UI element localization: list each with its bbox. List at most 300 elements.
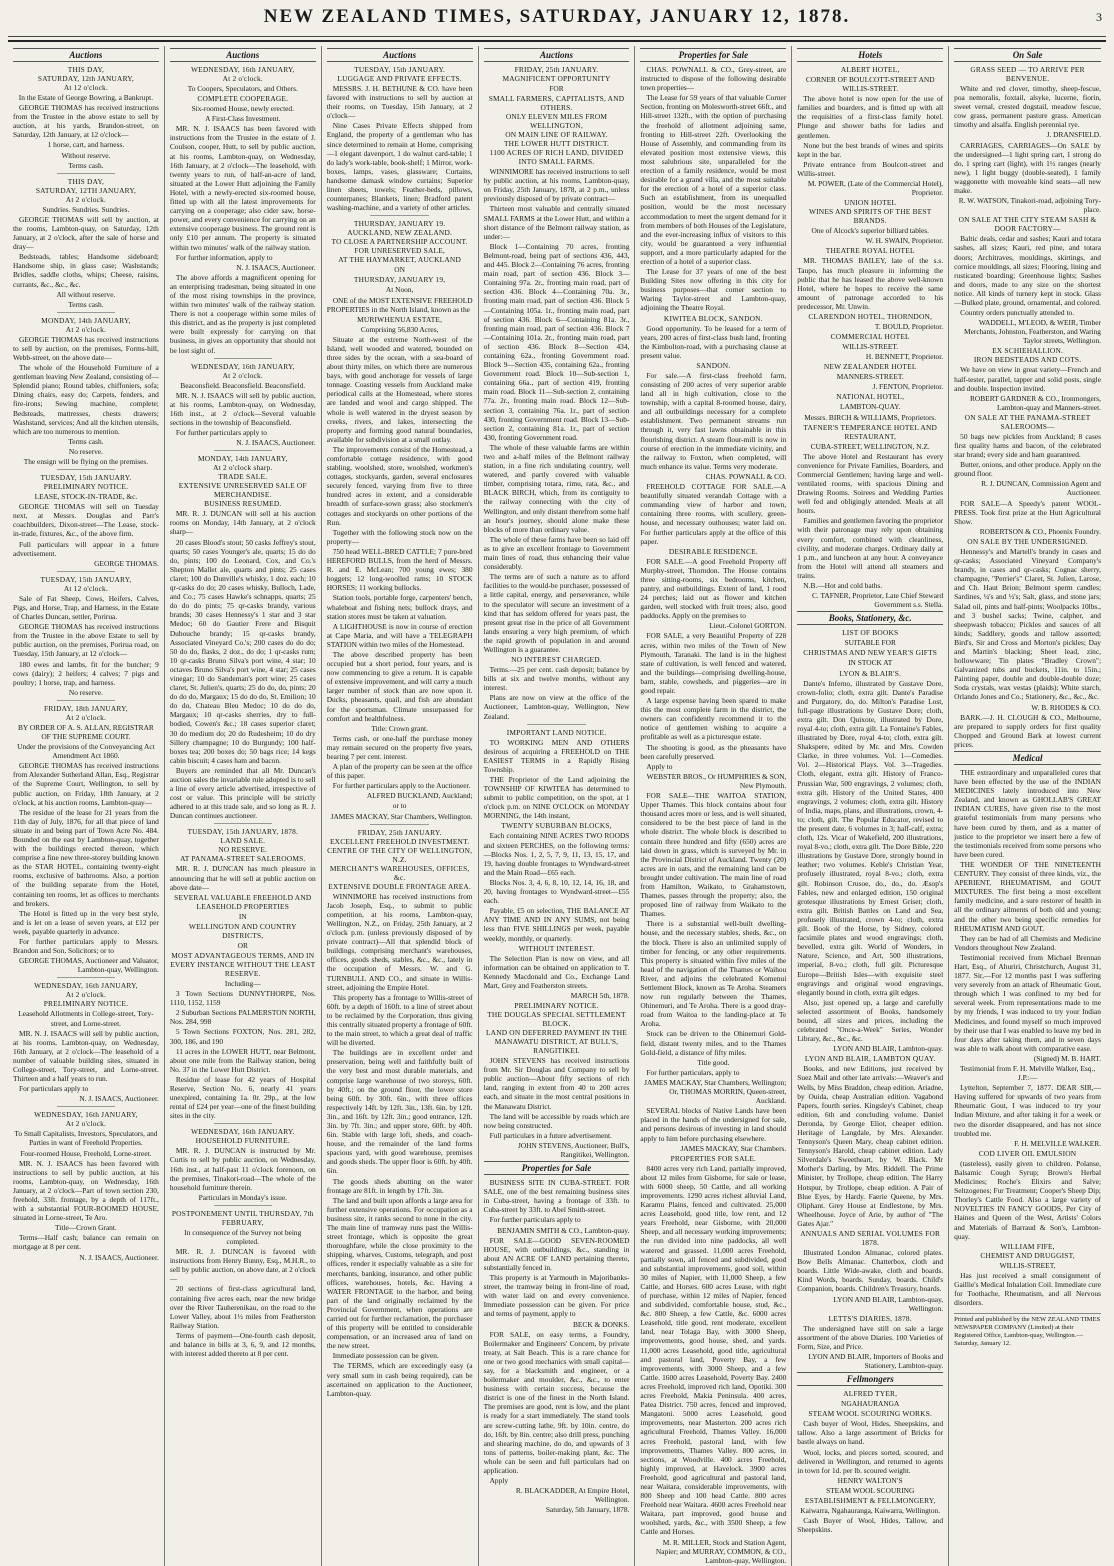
ad-paragraph: Full particulars in a future advertisement. bbox=[489, 1130, 612, 1140]
ad-line-centered: Particulars in Monday's issue. bbox=[198, 1192, 287, 1202]
ad-heading: At 12 o'clock. bbox=[63, 583, 108, 593]
ad-paragraph: Butter, onions, and other produce. Apply on the ground floor. bbox=[954, 460, 1101, 479]
ad-heading: SANDON. bbox=[696, 360, 731, 370]
ad-paragraph: The above described property has been occupied but a short period, four years, and is now commencing to give a return. It is capable of extensive improvement, and will carry a much larger number of stock than are now upon it. Ducks, pheasants, quail, and fish are abundant for the sportsman. Climate unsurpassed for comfort and healthfulness. bbox=[326, 649, 473, 723]
column-2 bbox=[165, 46, 322, 1566]
ad-heading: PRELIMINARY NOTICE. bbox=[43, 482, 129, 492]
ad-signature: N. J. ISAACS, Auctioneer. bbox=[236, 438, 316, 448]
ad-heading: UNION HOTEL bbox=[844, 198, 897, 208]
ad-line-centered: A First-Class Investment. bbox=[205, 114, 281, 124]
ad-paragraph: For further particulars apply to the Auctioneer. bbox=[332, 781, 471, 791]
ad-paragraph: Good opportunity. To be leased for a term of years, 200 acres of first-class bush land, fronting the Kimbolton-road, with a purchasing clause at present value. bbox=[640, 323, 787, 360]
ad-paragraph: The whole of the Household Furniture of a gentleman leaving New Zealand, consisting of—Splendid piano; Round tables, chiffoniers, sofa; Dining chairs, easy do; Carpets, fenders, and fire-irons; Sewing machine, complete; Bedsteads, mattresses, chests drawers; Washstand, services; And all the kitchen utensils, which are too numerous to mention. bbox=[13, 363, 159, 436]
ad-separator bbox=[57, 312, 115, 313]
ad-heading: BUSINESS RESUMED. bbox=[204, 499, 282, 509]
ad-paragraph: Dante's Inferno, illustrated by Gustave Dore, crown-folio; cloth, extra gilt. Dante's Paradise and Purgatory, do, do. Milton's Paradise Lost, full-page illustrations by Gustave Dore; cloth, extra gilt. Don Quixote, illustrated by Dore, royal 4-to; cloth, extra gilt. La Fontaine's Fables, illustrated by Dore, royal 4-to; cloth, extra gilt. Shakspere, edited by Mr. and Mrs. Cowden Clarke, in three volumes. Vol. 1—Comedies. Vol. 2—Historical Plays. Vol. 3—Tragedies. Cloth, elegant, extra gilt. History of Franco-Prussian War, 500 engravings, 2 volumes; cloth, extra gilt. History of the United States, 400 engravings, 2 volumes; cloth, extra gilt. History of India, maps, plans, and illustrations, crown, 4-to; cloth, gilt. The Popular Educator, revised to the present date, 6 volumes in 3; half-calf, extra; cloth, 12s. Vicar of Wakefield, 200 illustrations, royal 8-vo.; cloth, extra gilt. The Dore Bible, 220 illustrations by Gustave Dore, strongly bound in leather; two volumes. Keble's Christian Year, profusely illustrated, royal 8-vo.; cloth, extra gilt. Robinson Crusoe, do., do., do. Æsop's Fables, new and enlarged edition, 150 original grotesque illustrations by Ernest Griset; cloth, extra gilt. British Battles on Land and Sea, profusely illustrated, crown 4-to; cloth, extra gilt. Book of the Horse, by Sidney, colored facsimile plates and wood engravings; cloth, bevelled, extra gilt. World of Wonders, in Nature, Science, and Art, 500 illustrations, imperial, 8-vo.; cloth, full gilt. Picturesque Europe—British Isles—with exquisite steel engravings and original wood engravings, elegantly bound in cloth, extra gilt edges. bbox=[797, 678, 944, 997]
ad-paragraph: The above hotel is now open for the use of families and boarders, and is fitted up with all the requisities of a first-class family hotel. Plunge and shower baths for ladies and gentlemen. bbox=[797, 94, 944, 140]
ad-separator bbox=[370, 215, 428, 216]
ad-signature: T. BOULD, Proprietor. bbox=[874, 321, 944, 331]
ad-signature: N. J. ISAACS, Auctioneer. bbox=[79, 1094, 159, 1104]
ad-heading: COD LIVER OIL EMULSION bbox=[978, 1148, 1077, 1158]
ad-heading: ON MAIN LINE OF RAILWAY. bbox=[505, 130, 608, 140]
ad-paragraph: White and red clover, timothy, sheep-fescue, poa nemoralis, foxtail, alsyke, lucerne, fiorin, sweet vernal, crested dogstail, meadow fescue, cow grass, permanent pasture grass. American timothy and alsalfa. English perennial rye. bbox=[954, 84, 1101, 130]
ad-line-centered: Including— bbox=[224, 978, 261, 988]
section-heading: Fellmongers bbox=[797, 1372, 943, 1386]
ad-signature: JAMES MACKAY, Star Chambers, Wellington. bbox=[330, 811, 473, 821]
ad-paragraph: FOR SALE, a very Beautiful Property of 228 acres, within two miles of the Town of New Plymouth, Taranaki. The land is in the highest state of cultivation, is well fenced and watered, and the buildings—comprising dwelling-house, barn, stable, cowsheds, and piggeries—are in good repair. bbox=[640, 631, 787, 695]
ad-paragraph: MR. N. J. ISAACS will sell by public auction, at his rooms, Lambton-quay, on Wednesday, 16th inst., at 2 o'clock—Several valuable sections in the township of Beaconsfield. bbox=[169, 390, 316, 427]
ad-signature: N. J. ISAACS, Auctioneer. bbox=[79, 1252, 159, 1262]
ad-line-centered: Terms cash. bbox=[68, 436, 104, 446]
ad-separator bbox=[527, 724, 585, 725]
ad-line-centered: MANNERS-STREET. bbox=[836, 372, 904, 382]
ad-paragraph: The above affords a magnificent opening for an enterprising tradesman, being situated in one of the most rising townships in the province, within two minutes' walk of the railway station. There is not a cooperage within some miles of this district, and as the property is just completed were built expressly for carrying on that business, in gives an opportunity that should not be lost sight of. bbox=[169, 272, 316, 355]
ad-heading: HENRY WALTON'S bbox=[837, 1475, 903, 1485]
ad-heading: TUESDAY, 15th JANUARY, 1878. bbox=[187, 827, 299, 837]
ad-signature: LYON AND BLAIR, Lambton-quay. bbox=[833, 1044, 944, 1054]
ad-line-centered: 1 horse, cart, and harness. bbox=[47, 140, 125, 150]
ad-paragraph: 20 cases Blood's stout; 50 casks Jeffrey's stout, quarts; 50 cases Younger's ale, quarts; 15 do do do, pints; 100 do Leonard, Cox, and Co.'s Shepton Mallet ale, quarts and pints; 25 cases claret; 100 do Dunville's whisky, 1 doz. each; 10 qr-casks do do; 20 cases whisky, Bulloch, Lade, and Co.; 75 cases Hawke's schnapps, quarts; 25 do do do pints; 75 qr-casks brandy, various brands; 30 cases Hennessy's 1 star and 3 star Medoc; 60 do Gautier Frere and Bisquit Dubouche brandy; 15 qr-casks brandy, Associated Vineyard Co.'s; 200 cases do do do; 50 do do, flasks, 2 doz., do do; 1 qr-casks rum; 10 qr-casks Bruno Silva's port wine, 4 star; 10 octaves Bruno Silva's port wine, 4 star; 25 cases vinegar; 10 do Sandeman's port wine; 25 cases claret, St. Julien's, quarts; 25 do do, do, pints; 20 do do do, Margaux; 15 do do do, St. Emilion; 10 do do, Chateau Bleu Medoc; 10 do do do, Margaux; 10 qr-casks sherries, dry to full-bodied, Cowen's &c.; 18 cases superior claret; 30 do medium do; 20 do Rudesheim; 10 do dry Sillery champagne; 10 do Burgundy; 100 half-boxes tea; 200 boxes do; 50 bags rice; 14 kegs cabin biscuit; 4 cases ham and bacon. bbox=[169, 537, 316, 765]
ad-heading: ALBERT HOTEL, bbox=[840, 65, 900, 74]
ad-line-centered: NGAHAURANGA bbox=[841, 1399, 900, 1409]
ad-heading: At 12 o'clock. bbox=[63, 83, 108, 92]
ad-signature: R. BLACKADDER, At Empire Hotel, Wellington. bbox=[515, 1486, 630, 1505]
ad-separator bbox=[214, 823, 272, 824]
ad-paragraph: 180 ewes and lambs, fit for the butcher; 9 cows (dairy); 2 heifers; 4 calves; 7 pigs and poultry; 1 horse, trap, and harness. bbox=[13, 659, 159, 687]
ad-paragraph: This property is at Yarmouth in Majoribanks-street, the tramway being in front-line of road, with water laid on and every convenience. Immediate possession can be given. For price and terms of payment, apply to bbox=[483, 1273, 630, 1319]
ad-paragraph: For further particulars apply to bbox=[489, 1215, 581, 1225]
ad-paragraph: Full particulars will appear in a future advertisement. bbox=[13, 539, 159, 558]
ad-line-centered: Under the provisions of the Conveyancing Act Amendment Act 1860. bbox=[17, 742, 155, 761]
imprint: Printed and published by the NEW ZEALAND TIMES NEWSPAPER COMPANY (Limited) at their Registered Office, Lambton-quay, Wellington.—Saturday, January 12. bbox=[954, 1313, 1101, 1348]
section-heading: Hotels bbox=[797, 48, 943, 62]
ad-signature: C. TAFNER, Proprietor, Late Chief Steward Government s.s. Stella. bbox=[811, 591, 944, 610]
ad-paragraph: Payable, £5 on selection, THE BALANCE AT ANY TIME AND IN ANY SUMS, not being less than FIVE SHILLINGS per week, payable weekly, monthly, or quarterly. bbox=[483, 906, 630, 943]
ad-heading: IRON BEDSTEADS AND COTS. bbox=[973, 355, 1082, 365]
ad-line-centered: In consequence of the Survey not being completed. bbox=[184, 1227, 302, 1246]
ad-line-centered: All without reserve. bbox=[56, 289, 116, 299]
ad-signature: R. J. DUNCAN, Commission Agent and Auctioneer. bbox=[981, 479, 1101, 498]
ad-heading: TUESDAY, 15th JANUARY. bbox=[354, 65, 446, 74]
masthead bbox=[8, 0, 1106, 42]
ad-paragraph: Families and gentlemen favoring the proprietor with their patronage may rely upon obtaining every comfort, combined with cleanliness, civility, and moderate charges. Ordinary daily at 1 p.m., and luncheon at any hour. A conveyance from the Hotel will attend all steamers and trains. bbox=[797, 516, 944, 580]
ad-paragraph: Thirteen most valuable and centrally situated SMALL FARMS at the Lower Hutt, and within a short distance of the Belmont railway station, as under:— bbox=[483, 204, 630, 241]
ad-paragraph: Apply bbox=[489, 1476, 509, 1486]
ad-line-centered: IN bbox=[238, 911, 247, 921]
ad-paragraph: GEORGE THOMAS has received instructions from Alexander Sutherland Allan, Esq., Registrar of the Supreme Court, Wellington, to sell by public auction, on Friday, 18th January, at 2 o'clock, at his auction rooms, Lambton-quay— bbox=[13, 761, 159, 807]
ad-heading: SMALL FARMERS, CAPITALISTS, AND OTHERS. bbox=[488, 94, 625, 113]
ad-paragraph: MR. R. J. DUNCAN will sell at his auction rooms on Monday, 14th January, at 2 o'clock sharp— bbox=[169, 509, 316, 537]
ad-signature: M. R. MILLER, Stock and Station Agent, Napier; and MURRAY, COMMON, & CO., Lambton-quay, Wellington. bbox=[655, 1537, 787, 1565]
ad-heading: WILLIAM FIFE, bbox=[1000, 1241, 1055, 1251]
ad-paragraph: Station tools, portable forge, carpenters' bench, whaleboat and fishing nets; bullock drays, and station stores must be taken at valuation. bbox=[326, 593, 473, 621]
ad-paragraph: The above Hotel and Restaurant has every convenience for Private Families, Boarders, and Commercial Gentlemen; having large and well-ventilated rooms, with spacious Dining and Drawing Rooms. Soirees and Wedding Parties well fed and obligingly attended. Meals at all hours. bbox=[797, 451, 944, 516]
ad-paragraph: Has just received a small consignment of Gaillie's Medical Inhalation Coil. Immediate cure for Toothache, Rheumatism, and all Nervous disorders. bbox=[954, 1270, 1101, 1308]
ad-heading: PROPERTIES FOR SALE. bbox=[670, 1153, 757, 1163]
ad-paragraph: Testimonial received from Michael Brennan Hart, Esq., of Ahuriri, Christchurch, August 31, 1877. Sir,—For 12 months past I was suffering very severely from an attack of Rheumatic Gout, through which I was confined to my bed for several week. From representations made to me by my friends, I was induced to try your Indian Medicines, and found myself so much improved by their use that I was enabled to leave my bed in four days after taking them, and in seven days was able to walk about with comparative ease. bbox=[954, 952, 1101, 1053]
ad-paragraph: FOR SALE—THE WAITOA STATION, Upper Thames. This block contains about four thousand acres more or less, and is well situated, considered to be the best piece of land in the whole district. The whole block is described to contain three hundred and fifty (650) acres are laid down in grass, which is surveyed by Mr. in the Provincial District of Auckland. Twenty (20) acres are in oats, and the remaining land can be brought under cultivation. The main line of road from Hamilton, Waikato, to Grahamstown, Thames, passes through the property; also, the proposed line of railway from Waikato to the Thames. bbox=[640, 791, 787, 919]
ad-paragraph: They can be had of all Chemists and Medicine Vendors throughout New Zealand. bbox=[954, 933, 1101, 952]
ad-paragraph: BARK.—J. H. CLOUGH & CO., Melbourne, are prepared to supply orders for first quality Chopped and Ground Bark at lowest current prices. bbox=[954, 712, 1101, 749]
ad-heading: EXTENSIVE UNRESERVED SALE OF MERCHANDISE. bbox=[178, 481, 307, 500]
ad-paragraph: Situate at the extreme North-west of the Island, well wooded and watered, bounded on three sides by the ocean, with a sea-board of about thirty miles, on which there are numerous bays, with good anchorage for vessels of large tonnage. Coasting vessels from Auckland make periodical calls at the Homestead, where stores are landed and wool and cargo shipped. The whole is well watered in the dryest season by creeks, rivers, and lakes, intersecting the property and forming good natural boundaries, available for subdivision at a small outlay. bbox=[326, 334, 473, 444]
section-heading: Auctions bbox=[327, 48, 473, 62]
column-1 bbox=[8, 46, 165, 1566]
ad-paragraph: SEVERAL blocks of Native Lands have been placed in the hands of the undersigned for sale, and persons desirous of investing in land should apply to him before purchasing elsewhere. bbox=[640, 1106, 787, 1143]
ad-separator bbox=[214, 1123, 272, 1124]
section-heading: Books, Stationery, &c. bbox=[797, 611, 943, 625]
column-7 bbox=[949, 46, 1106, 1566]
ad-line-centered: To Coopers, Speculators, and Others. bbox=[187, 84, 298, 93]
ad-line-centered: Terms cash. bbox=[68, 160, 104, 170]
ad-line-centered: Kaiwarra, Ngahauranga, Kaiwarra, Wellington. bbox=[800, 1505, 941, 1515]
ad-line-centered: Without reserve. bbox=[61, 150, 111, 160]
ad-paragraph: The land will be accessible by roads which are now being constructed. bbox=[483, 1111, 630, 1130]
ad-signature: J. FENTON, Proprietor. bbox=[872, 382, 944, 392]
ad-line-centered: BY ORDER OF A. S. ALLAN, REGISTRAR OF THE SUPREME COURT. bbox=[17, 722, 154, 741]
ad-heading: THEATRE ROYAL HOTEL bbox=[825, 246, 915, 256]
ad-separator bbox=[57, 977, 115, 978]
ad-heading: PRELIMINARY NOTICE. bbox=[514, 1001, 599, 1011]
ad-paragraph: There is a substantial well-built dwelling-house, and the necessary stables, sheds, &c., on the block. There is also an unlimited supply of timber for fencing, or any other requirements. This property is situated within five miles of the head of the navigation of the Thames or Waihou River, and adjoins the celebrated Komenui Settlement Block, known as Te Aroha. Steamers now run regularly between the Thames, Ohinemuri, and Te Aroha. There is a good dray-road from Waitoa to the landing-place at Te Aroha. bbox=[640, 919, 787, 1029]
ad-heading: TO CLOSE A PARTNERSHIP ACCOUNT. bbox=[331, 237, 468, 247]
ad-line-centered: Title good. bbox=[697, 1057, 730, 1067]
ad-paragraph: 750 head WELL-BRED CATTLE; 7 pure-bred HEREFORD BULLS, from the herd of Messrs. R. and E. McLean; 700 young ewes; 380 hoggets; 12 long-woolled rams; 10 STOCK HORSES; 11 working bullocks. bbox=[326, 546, 473, 593]
ad-heading: KIWITEA BLOCK, SANDON. bbox=[663, 313, 763, 323]
ad-paragraph: The shooting is good, as the pheasants have been carefully preserved. bbox=[640, 742, 787, 761]
ad-paragraph: A large expense having been spared to make this the most complete farm in the district, the owners can confidently recommend it to the notice of gentlemen wishing to acquire a profitable as well as a picturesque estate. bbox=[640, 696, 787, 742]
ad-separator bbox=[57, 1106, 115, 1107]
ad-paragraph: 20 sections of first-class agricultural land, containing five acres each, near the new bridge over the River Tauherenikau, on the road to the Lower Valley, about 1½ miles from Featherston Railway Station. bbox=[169, 1284, 316, 1330]
ad-paragraph: THE Proprietor of the Land adjoining the TOWNSHIP OF KIWITEA has determined to submit to public competition, on the spot, at 1 o'clock p.m. on NINE O'CLOCK on MONDAY MORNING, the 14th instant, bbox=[483, 775, 630, 821]
ad-signature: W. H. SWAIN, Proprietor. bbox=[865, 236, 944, 246]
ad-signature: LYON AND BLAIR, Importers of Books and Stationery, Lambton-quay. bbox=[808, 1351, 944, 1371]
ad-heading: TUESDAY, 15th JANUARY, bbox=[40, 574, 132, 584]
section-heading: On Sale bbox=[954, 48, 1101, 62]
ad-paragraph: The residue of the lease for 21 years from the 11th day of July, 1876, for all that piece of land situate in and being part of Town Acre No. 484. Bounded on the east by Lambton-quay, together with the buildings erected thereon, which comprise a fine new three-storey building known as the STAR HOTEL, containing twenty-eight rooms, exclusive of bathrooms. Also, a portion of the building separate from the Hotel, containing ten rooms, let as offices to merchants and brokers. bbox=[13, 807, 159, 908]
ad-signature: F. H. MELVILLE WALKER. bbox=[1014, 1138, 1101, 1148]
ad-heading: At 2 o'clock. bbox=[65, 324, 107, 334]
ad-line-centered: The ensign will be flying on the premises. bbox=[23, 457, 149, 466]
ad-paragraph: We have on view in great variety—French and half-tester, parallel, tapper and solid posts, single and double. Inspection invited. bbox=[954, 365, 1101, 393]
ad-signature: M. POWER, (Late of the Commercial Hotel), Proprietor. bbox=[807, 179, 944, 198]
ad-paragraph: 50 bags new pickles from Auckland; 8 cases first quality hams and bacon, of the celebrated star brand; every side and ham guaranteed. bbox=[954, 431, 1101, 460]
ad-heading: WEDNESDAY, 16th JANUARY, bbox=[190, 361, 295, 371]
ad-heading: NO INTEREST CHARGED. bbox=[511, 655, 602, 665]
ad-heading: LAND SALE. bbox=[220, 836, 266, 846]
ad-signature: CHAS. POWNALL & CO. bbox=[705, 471, 787, 481]
ad-paragraph: For particulars apply to bbox=[19, 1084, 89, 1094]
ad-line-centered: Six-roomed House, newly erected. bbox=[191, 104, 294, 114]
ad-heading: HOUSEHOLD FURNITURE. bbox=[195, 1136, 290, 1146]
ad-separator bbox=[57, 700, 115, 701]
ad-paragraph: 11 acres in the LOWER HUTT, near Belmont, about one mile from the Railway station, being No. 37 in the Lower Hutt District. bbox=[169, 1046, 316, 1074]
ad-heading: CHEMIST AND DRUGGIST, bbox=[980, 1250, 1075, 1260]
ad-heading: CLARENDON HOTEL, THORNDON, bbox=[808, 311, 933, 321]
ad-paragraph: Apply to bbox=[646, 761, 673, 771]
ad-heading: THIS DAY, bbox=[67, 176, 105, 186]
ad-paragraph: TO WORKING MEN AND OTHERS desirous of acquiring a FREEHOLD on THE EASIEST TERMS in a Rapidly Rising Township. bbox=[483, 737, 630, 774]
ad-paragraph: FOR SALE—A Speedy's patent WOOL-PRESS. Took first prize at the Hutt Agricultural Show. bbox=[954, 498, 1101, 526]
ad-paragraph: Bedsteads, tables; Handsome sideboard; Handsome ship, in glass case; Washstands; Bridles, saddle cloths, whips; Cheese, raisins, currants, &c., &c., &c. bbox=[13, 252, 159, 289]
ad-heading: THE LOWER HUTT DISTRICT. bbox=[503, 139, 610, 149]
ad-paragraph: Cash Buyer of Wool, Hides, Tallow, and Sheepskins. bbox=[797, 1516, 944, 1535]
ad-heading: ON SALE BY THE UNDERSIGNED. bbox=[967, 536, 1088, 546]
ad-paragraph: The Lease for 37 years of one of the best Building Sites now offering in this city for business purposes—that corner section to Waring Taylor-street and Lambton-quay, adjoining the Theatre Royal. bbox=[640, 267, 787, 313]
ad-paragraph: Terms of payment—One-fourth cash deposit, and balance in bills at 3, 6, 9, and 12 months, with interest added thereto at 8 per cent. bbox=[169, 1330, 316, 1359]
ad-paragraph: 5 Town Sections FOXTON, Nos. 281, 282, 300, 186, and 190 bbox=[169, 1027, 316, 1046]
ad-paragraph: Wool, locks, and pieces sorted, scoured, and delivered in Wellington, and returned to agents in town for 1d. per lb. scoured weight. bbox=[797, 1447, 944, 1475]
ad-heading: WEDNESDAY, 16th JANUARY, bbox=[34, 981, 138, 991]
ad-heading: SATURDAY, 12TH JANUARY, bbox=[35, 185, 136, 195]
ad-paragraph: MR. N. J. ISAACS will sell by public auction, at his rooms, Lambton-quay, on Wednesday, 16th January, at 2 o'clock—The leasehold of a number of valuable building sites, situated in College-street, Tory-street, and Lorne-street. Thirteen and a half years to run. bbox=[13, 1028, 159, 1084]
ad-paragraph: The Selection Plan is now on view, and all information can be obtained on application to T. Kennedy Macdonald and Co., Exchange Land Mart, Grey and Featherston streets. bbox=[483, 953, 630, 990]
ad-paragraph: The Hotel is fitted up in the very best style, and is let on a lease of seven years, at £12 per week, payable quarterly in advance. bbox=[13, 908, 159, 936]
ad-paragraph: GEORGE THOMAS has received instructions from the Trustee in the above Estate to sell by public auction, on the premises, Porirua road, on Tuesday, 15th January, at 12 o'clock— bbox=[13, 622, 159, 659]
ad-heading: AT PANAMA-STREET SALEROOMS. bbox=[180, 854, 306, 864]
ad-signature: ROBERT GARDNER & CO., Ironmongers, Lambton-quay and Manners-street. bbox=[969, 393, 1101, 412]
ad-paragraph: FREEHOLD COTTAGE FOR SALE.—A beautifully situated verandah Cottage with a commanding view of harbor and town, containing three rooms, with scullery, green-house, and necessary outhouses; water laid on. For further particulars apply at the office of this paper. bbox=[640, 482, 787, 546]
section-heading: Properties for Sale bbox=[484, 1161, 630, 1175]
ad-paragraph: Lyttelton, September 7, 1877. DEAR SIR,—Having suffered for upwards of two years from Rheumatic Gout, I was induced to try your Indian Mixture, and after taking it for a week or two the disorder disappeared, and has not since troubled me. bbox=[954, 1083, 1101, 1138]
ad-heading: WEDNESDAY, 16th JANUARY, bbox=[34, 1110, 138, 1120]
ad-line-centered: LAMBTON-QUAY. bbox=[839, 402, 901, 412]
ad-paragraph: This property has a frontage to Willis-street of 60ft. by a depth of 160ft. to a line of street about to be reclaimed by the Corporation, thus giving this centrally situated property a frontage of 60ft. to the main street, to which a great deal of traffic will be diverted. bbox=[326, 992, 473, 1048]
ad-heading: LETTS'S DIARIES, 1878. bbox=[828, 1313, 912, 1323]
ad-signature: Lieut.-Colonel GORTON. bbox=[709, 621, 787, 631]
ad-signature: GEORGE THOMAS, Auctioneer and Valuator, Lambton-quay, Wellington. bbox=[19, 956, 159, 975]
ad-heading: COMMERCIAL HOTEL bbox=[830, 332, 910, 342]
ad-paragraph: Block 1—Containing 70 acres, fronting Belmont-road, being part of sections 436, 443, and 445. Block 2—Containing 76 acres, fronting main road, part of section 436. Block 3—Containing 97a. 2r., fronting main road, part of section 436. Block 4—Containing 70a. 3r., fronting main road, part of section 436. Block 5—Containing 105a. 1r., fronting main road, part of section 436. Block 6—Containing 81a. 3r., fronting main road, part of section 436. Block 7—Containing 101a. 2r., fronting main road, part of section 436. Block 8—Section 434, containing 62a., fronting Government road. Block 9—Section 435, containing 62a., fronting Government road. Block 10—Sub-section 1, containing 66a., part of section 419, fronting main road. Block 11—Sub-section 2, containing 77a. 2r., fronting main road. Block 12—Sub-section 3, containing 76a. 1r., part of section 430, fronting Government road. Block 13—Sub-section 2, containing 81a. 1r., part of section 430, fronting Government road. bbox=[483, 241, 630, 442]
ad-paragraph: Also, just opened up, a large and carefully selected assortment of Books, handsomely bound, all sizes and prices, including the celebrated "Once-a-Week" Series, Wonder Library, &c., &c., &c. bbox=[797, 997, 944, 1044]
ad-heading: MURIWHENUA ESTATE, bbox=[357, 314, 443, 324]
ad-signature: J. DRANSFIELD. bbox=[1046, 130, 1101, 140]
ad-heading: ONLY ELEVEN MILES FROM WELLINGTON, bbox=[505, 112, 608, 131]
ad-heading: TRADE SALE. bbox=[218, 472, 268, 482]
ad-signature: JOHN STEVENS, Auctioneer, Bull's, Rangitikei, Wellington. bbox=[517, 1140, 630, 1159]
ad-paragraph: (tasteless), easily given to children. Polanse, Balsamic Cough Syrup; Brown's Herbal Medicines; Roche's Elixirs and Salve; Seltzogenes; Fur Treatment; Cooper's Sheep Dip; Thorley's Cattle Food. Also a large variety of NOVELTIES IN FANCY GOODS, Per City of Haines and Queen of the West, Artists' Colors and Materials of Barraud & Son's, Lambton-quay. bbox=[954, 1158, 1101, 1241]
ad-paragraph: Terms—Half cash; balance can remain on mortgage at 8 per cent. bbox=[13, 1233, 159, 1252]
ad-paragraph: Blocks Nos. 3, 4, 6, 8, 10, 12, 14, 16, 18, and 20, having frontages to Wyndward-street—£55 each. bbox=[483, 877, 630, 906]
ad-paragraph: 2 Suburban Sections PALMERSTON NORTH, Nos. 284, 998 bbox=[169, 1008, 316, 1027]
section-heading: Properties for Sale bbox=[640, 48, 786, 62]
ad-paragraph: The TERMS, which are exceedingly easy (a very small sum in cash being required), can be ascertained on application to the Auctioneer, Lambton-quay. bbox=[326, 1361, 473, 1398]
ad-heading: SEVERAL VALUABLE FREEHOLD AND LEASEHOLD PROPERTIES bbox=[174, 892, 312, 911]
ad-paragraph: A LIGHTHOUSE is now in course of erection at Cape Maria, and will have a TELEGRAPH STATION within two miles of the Homestead. bbox=[326, 621, 473, 649]
ad-heading: THE DOUGLAS SPECIAL SETTLEMENT BLOCK. bbox=[487, 1010, 626, 1029]
column-6 bbox=[792, 46, 949, 1566]
ad-paragraph: ONE of the MOST EXTENSIVE FREEHOLD PROPERTIES in the North Island, known as the bbox=[326, 295, 473, 314]
ad-paragraph: GEORGE THOMAS has received instructions to sell by auction, on the premises, Forms-hill, Webb-street, on the above date— bbox=[13, 334, 159, 362]
ad-paragraph: Terms.—25 per cent. cash deposit; balance by bills at six and twelve months, without any interest. bbox=[483, 665, 630, 693]
ad-line-centered: Testimonial from F. H. Melville Walker, Esq., J.P.:— bbox=[959, 1064, 1096, 1083]
ad-line-centered: FOR bbox=[549, 84, 564, 93]
ad-paragraph: MR. THOMAS BAILEY, late of the s.s. Taupo, has much pleasure in informing the public that he has leased the above well-known Hotel, where he hopes to receive the same amount of patronage accorded to his predecessor, Mr. Unwin. bbox=[797, 256, 944, 311]
ad-line-centered: Title—Crown Grant. bbox=[55, 1223, 117, 1233]
ad-heading: AUCKLAND, NEW ZEALAND. bbox=[347, 228, 453, 238]
ad-heading: 1100 ACRES OF RICH LAND, DIVIDED INTO SMALL FARMS. bbox=[489, 148, 624, 167]
ad-paragraph: THE WONDER OF THE NINETEENTH CENTURY. They consist of three kinds, viz., the APERIENT, RHEUMATISM, and GOUT MIXTURES. The first being a most excellent family medicine, and a sure restorer of health in all the ordinary ailments of both old and young; and the other two being specific remedies for RHEUMATISM AND GOUT. bbox=[954, 859, 1101, 933]
ad-heading: FRIDAY, 25th JANUARY. bbox=[357, 827, 442, 837]
column-5 bbox=[635, 46, 792, 1566]
ad-line-centered: Sundries. Sundries. Sundries. bbox=[42, 204, 130, 214]
ad-paragraph: For further information, apply to bbox=[175, 252, 273, 262]
ad-signature: LYON AND BLAIR, Lambton-quay, Wellington. bbox=[833, 1294, 944, 1313]
ad-heading: COMPLETE COOPERAGE. bbox=[197, 94, 289, 104]
ad-paragraph: MR. N. J. ISAACS has been favored with instructions to sell by public auction, at his rooms, Lambton-quay, on Wednesday, 16th January, at 2 o'clock—Part of town section 230, freehold, 33ft. frontage, by a depth of 117ft., with a substantial FOUR-ROOMED HOUSE, situated in Lorne-street, Te Aro. bbox=[13, 1158, 159, 1223]
ad-heading: ON SALE AT THE CITY STEAM SASH & DOOR FACTORY— bbox=[958, 215, 1097, 234]
ad-paragraph: None but the best brands of wines and spirits kept in the bar. bbox=[797, 140, 944, 159]
ad-heading: WINES AND SPIRITS OF THE BEST BRANDS. bbox=[808, 207, 932, 226]
ad-paragraph: For sale.—A first-class freehold farm, consisting of 200 acres of very superior arable land all in high cultivation, close to the township, with a capital 8-roomed house, dairy, and all outbuildings necessary for a complete establishment. Two permanent streams run through it, very fast lawns obtainable in this flourishing district. A steam flour-mill is now in course of erection in the immediate vicinity, and the railway to Foxton, when completed, will much enhance its value. Terms very moderate. bbox=[640, 370, 787, 471]
ad-heading: At 2 o'clock. bbox=[222, 74, 263, 83]
ad-heading: PRELIMINARY NOTICE. bbox=[43, 999, 129, 1009]
ad-heading: THURSDAY, JANUARY 19. bbox=[353, 219, 446, 229]
ad-heading: DESIRABLE RESIDENCE. bbox=[668, 546, 758, 556]
ad-paragraph: Residue of lease for 42 years of Hospital Reserve, Section No. 6, nearly 41 years unexpired, containing 1a. 0r. 29p., at the low rental of £24 per year—one of the finest building sites in the city. bbox=[169, 1074, 316, 1121]
ad-paragraph: FOR SALE, on easy terms, a Foundry, Boilermaker and Engineers' Concern, by private treaty, at Salt Beach. This is a rare chance for one or two good mechanics with small capital—say, for a blacksmith and engineer, or a boilermaker and moulder, &c., &c., to enter business with certain success, because the district is one of the finest in the North Island. The premises are good, rent is low, and the plant is ready for a start immediately. The stand tools are screw-cutting lathe, 9ft. by 10in. centre, do do, 16ft. by 8in. centre; also drill press, punching and shearing machine, do do, and upwards of 3 tons of patterns, boiler-making plant, &c. The whole can be seen and full particulars had on application. bbox=[483, 1329, 630, 1475]
ad-line-centered: Comprising 56,830 Acres, bbox=[360, 324, 439, 334]
ad-separator bbox=[370, 824, 428, 825]
ad-heading: MAGNIFICENT OPPORTUNITY bbox=[502, 74, 611, 83]
ad-signature: WADDELL, M'LEOD, & WEIR, Timber Merchants, Johnston, Featherston, and Waring Taylor streets, Wellington. bbox=[964, 318, 1101, 346]
ad-paragraph: Buyers are reminded that all Mr. Duncan's auction sales the invariable rule adopted is to sell a line of every article advertised, irrespective of cost or value. This principle will be strictly adhered to at this trade sale, and so long as R. J. Duncan continues auctioneer. bbox=[169, 765, 316, 821]
ad-paragraph: The terms are of such a nature as to afford facilities to the would-be purchaser, possessed of a little capital, energy, and perseverance, while to the speculator will secure an investment of a kind that has seldom offered for years past, the present great rise in the price of all Government lands ensuring a very high premium, of which the rapid growth of population in and around Wellington is a guarantee. bbox=[483, 572, 630, 654]
section-heading: Auctions bbox=[170, 48, 316, 62]
section-heading: Auctions bbox=[13, 48, 159, 62]
ad-line-centered: CUBA-STREET, WELLINGTON, N.Z. bbox=[810, 441, 930, 451]
ad-paragraph: The undersigned have still on sale a large assortment of the above Diaries. 100 Varieties of Form, Size, and Price. bbox=[797, 1323, 944, 1351]
ad-separator bbox=[214, 1205, 272, 1206]
ad-signature: W. B. RHODES & CO. bbox=[1031, 702, 1101, 712]
ad-heading: CENTRE OF THE CITY OF WELLINGTON, N.Z. bbox=[327, 845, 473, 864]
ad-heading: EX SCHIEHALLION. bbox=[992, 346, 1064, 356]
ad-paragraph: Cash buyer of Wool, Hides, Sheepskins, and tallow. Also a large assortment of Bricks for bastle always on hand. bbox=[797, 1419, 944, 1447]
ad-heading: MONDAY, 14th JANUARY, bbox=[198, 454, 288, 464]
ad-paragraph: Hennessy's and Martell's brandy in cases and qr-casks; Associated Vineyard Company's brandy, in cases and qr-casks; Cognac sherry, champagne, "Perrier's" Claret, St. Julien, Larose, and Ch. Haut Brion; Belmont sperm candles; Sardines, ¼'s and ½'s; Salt, glass, and stone jars; Salad oil, pints and half-pints; Woolpacks 10lbs., and 3 bushel sacks; Twine, calpher, and sheepwash tobacco; Pickles and sauces of all kinds; Saddlery, goods and tallow assorted; Bird's, Sir and Cross and Morton's pickles; Day and Martin's blacking; Sheet lead, zinc, hollowware; Tin plates "Bradley Crown"; Galvanized tubs and buckets, 11in. to 15in.; Painting paper, double and double-double doze; Soda crystals, wax vestas (plaids); White starch, Orlando Jones and Co.; Stationery, &c., &c., &c. bbox=[954, 546, 1101, 702]
ad-heading: EXTENSIVE DOUBLE FRONTAGE AREA. bbox=[328, 881, 471, 891]
ad-heading: NATIONAL HOTEL, bbox=[836, 392, 905, 402]
ad-paragraph: WINNIMORE has received instructions to sell by public auction, at his rooms, Lambton-quay, on Friday, 25th January, 1878, at 2 p.m., unless previously disposed of by private contract— bbox=[483, 167, 630, 204]
ad-line-centered: ON bbox=[394, 265, 405, 275]
ad-separator bbox=[57, 173, 115, 174]
ad-heading: GRASS SEED — TO ARRIVE PER BENVENUE. bbox=[970, 65, 1085, 83]
ad-signature: N. J. ISAACS, Auctioneer. bbox=[236, 262, 316, 272]
ad-line-centered: IN STOCK AT bbox=[848, 658, 893, 668]
ad-heading: LUGGAGE AND PRIVATE EFFECTS. bbox=[337, 74, 462, 83]
ad-paragraph: FOR SALE.—A good Freehold Property off Murphy-street, Thorndon. The House contains three sitting-rooms, six bedrooms, kitchen, pantry, and outbuildings. Extent of land, 1 rood 24 perches; laid out as flower and kitchen garden, well stocked with fruit trees; also, good paddocks. Apply on the premises to bbox=[640, 556, 787, 621]
ad-signature: BENJAMIN SMITH & CO., Lambton-quay. bbox=[497, 1225, 630, 1235]
ad-signature: GEORGE THOMAS. bbox=[94, 558, 159, 568]
ad-line-centered: To Small Capitalists, Investors, Speculators, and Parties in want of Freehold Properties. bbox=[14, 1129, 158, 1148]
ad-paragraph: CARRIAGES, CARRIAGES—On SALE by the undersigned—1 light spring cart, 1 strong do do, 1 spring cart (light), with 1½ ranges (nearly new), 1 light buggy (double-seated), 1 family waggonette with moveable kind seats—all new make. bbox=[954, 140, 1101, 196]
ad-line-centered: Beaconsfield. Beaconsfield. Beaconsfield. bbox=[180, 380, 306, 390]
ad-paragraph: MR. N. J. ISAACS has been favored with instructions from the Trustee in the estate of J. Coulson, cooper, Hutt, to sell by public auction, at his rooms, Lambton-quay, on Wednesday, 16th January, at 2 o'clock—The leasehold, with twenty years to run, of half-an-acre of land, situated at the Lower Hutt adjoining the Family Hotel, with a newly-erected six-roomed house, fitted up with all the latest improvements for carrying on a cooperage; also cider saw, horse-power, and every convenience for carrying on an extensive cooperage business. The ground rent is only £10 per annum. The property is situated within two minutes' walk of the railway station. bbox=[169, 124, 316, 252]
ad-heading: SATURDAY, 12th JANUARY, bbox=[37, 74, 134, 83]
ad-heading: NO RESERVE. bbox=[218, 845, 268, 855]
ad-paragraph: The buildings are in excellent order and preservation, being well and faithfully built of the very best and most durable materials, and comprise large warehouse of two storeys, 60ft. by 40ft.; on the ground floor, the lower store being 60ft. by 30ft. 6in., with three offices respectively 14ft. by 12ft. 3in., 13ft. 6in. by 12ft. 3in., and 16ft. by 12ft. 3in.; good entrance, 12ft. 3in. by 7ft. 3in.; and upper store, 60ft. by 40ft. 6in. Stable with large loft, sheds, and coach-house, and the remainder of the land forms spacious yard, with good warehouse, premises and goods sheds. The upper floor is 60ft. by 40ft. 6in. bbox=[326, 1048, 473, 1176]
ad-heading: NEW ZEALANDER HOTEL bbox=[823, 362, 917, 372]
ad-paragraph: Sale of Fat Sheep, Cows, Heifers, Calves, Pigs, and Horse, Trap, and Harness, in the Estate of Charles Duncan, settler, Porirua. bbox=[13, 593, 159, 622]
ad-signature: ALFRED BUCKLAND, Auckland; bbox=[366, 791, 473, 801]
ad-paragraph: 3 Town Sections DUNNYTHORPE, Nos. 1110, 1152, 1159 bbox=[169, 989, 316, 1008]
columns bbox=[8, 46, 1106, 1565]
ad-paragraph: The improvements consist of the Homestead, a comfortable cottage residence, with good stabling, woolshed, store, woolshed, workmen's cottages, stockyards, garden, several enclosures securely fenced, varying from five to three hundred acres in extent, and a considerable breadth of surface-sown grass; also stockmen's cottages and stockyards on other portions of the Run. bbox=[326, 444, 473, 527]
ad-heading: At 2 o'clock. bbox=[65, 712, 107, 722]
page-number: 3 bbox=[1096, 10, 1102, 24]
ad-paragraph: Terms cash, or one-half the purchase money may remain secured on the property five years, bearing 7 per cent. interest. bbox=[326, 733, 473, 761]
ad-paragraph: 8400 acres very rich Land, partially improved, about 12 miles from Gisborne, for sale or lease, with 6000 sheep, 50 Cattle, and all working improvements. 1290 acres richest alluvial Land, Karamu Plains, fenced and cultivated. 25,000 acres Leasehold, good title, low rent, and 12 years Freehold, near Gisborne, with 20,000 Sheep, and all necessary working improvements; the run divided into nine paddocks, all well watered and grassed. 11,000 acres Freehold, partially sown, all fenced and subdivided, good and substantial improvements, good soil, within 30 miles of Napier, with 11,000 Sheep, a few Cattle, and Horses. 600 acres Lease, with right of purchase, within 12 miles of Napier, fenced and subdivided, comfortable house, stud, &c., &c. 800 Sheep, a few Cattle, &c. 6000 acres Leasehold, title good, rent moderate, excellent land, near Tolaga Bay, with 3000 Sheep, improvements, good house, shed, and yards. 11,000 acres Leasehold, good title, agricultural and pastoral land, Poverty Bay, a few improvements, with 3000 Sheep, and a few Cattle. 1600 acres Leasehold, Poverty Bay. 2400 acres Freehold, improved rich land, Opotiki. 300 acres Freehold, Makia Peninsula. 400 acres, Patea District. 750 acres, fenced and improved, Mangatoni. 5000 acres Leasehold, good improvements, near Masterton. 200 acres rich agricultural Freehold, Thames Valley. 16,000 acres Freehold, pastoral land, with few improvements, Thames Valley. 800 acres, in sections, at Woodville. 400 acres Freehold, highly improved, at Havelock. 3900 acres Freehold, good agricultural and pastoral land, near Waitara, considerable improvements, with 800 Sheep and 100 head Cattle. 800 acres Freehold near Waitara. 4600 acres Freehold near Waitara, part improved, good house and woolshed, yards, &c., with 3500 Sheep, a few Cattle and Horses. bbox=[640, 1163, 787, 1537]
ad-paragraph: FOR SALE—GOOD SEVEN-ROOMED HOUSE, with outbuildings, &c., standing in about AN ACRE OF LAND pertaining thereto, substantially fenced in. bbox=[483, 1235, 630, 1272]
ad-line-centered: Terms cash. bbox=[68, 299, 104, 309]
ad-heading: WEDNESDAY, 16th JANUARY, bbox=[190, 65, 295, 74]
ad-heading: At 2 o'clock. bbox=[222, 370, 263, 380]
ad-signature: H. BENNETT, Proprietor. bbox=[865, 352, 944, 362]
ad-paragraph: Nine Cases Private Effects shipped from England, the property of a gentleman who has since determined to remain at Home, comprising—1 elegant davenport, 1 do walnut card-table; 1 do lady's work-table, book-shelf; 1 Mirror, work-boxes, lamps, vases, glassware; Curtains, handsome damask window curtains; Superior linen sheets, towels; Feather-beds, pillows, counterpanes; Blankets, linen; Bradford patent washing-machine, and a variety of other articles. bbox=[326, 121, 473, 213]
ad-paragraph: JOHN STEVENS has received instructions from Mr. Sir Douglas and Company to sell by public auction—About fifty sections of rich land, ranging in extent from 40 to 200 acres each, and situate in the most central positions in the Manawatu District. bbox=[483, 1056, 630, 1111]
ad-paragraph: Together with the following stock now on the property— bbox=[326, 527, 473, 546]
ad-heading: TAFNER'S TEMPERANCE HOTEL AND RESTAURANT, bbox=[803, 422, 938, 441]
ad-line-centered: Leasehold Allotments in College-street, Tory-street, and Lorne-street. bbox=[18, 1009, 154, 1028]
ad-line-centered: WILLIS-STREET. bbox=[842, 342, 899, 352]
ad-heading: AT THE HAYMARKET, AUCKLAND bbox=[338, 255, 462, 265]
ad-paragraph: N.B.—Hot and cold baths. bbox=[803, 581, 883, 591]
ad-heading: FRIDAY, 25th JANUARY. bbox=[514, 65, 599, 74]
ad-signature: (Signed) M. B. HART. bbox=[1033, 1053, 1101, 1063]
ad-heading: THIS DAY, bbox=[67, 65, 105, 74]
ad-separator bbox=[57, 571, 115, 572]
ad-paragraph: CHAS. POWNALL & CO., Grey-street, are instructed to dispose of the following desirable town properties— bbox=[640, 65, 787, 93]
ad-paragraph: Plans are now on view at the office of the Auctioneer, Lambton-quay, Wellington, New Zealand. bbox=[483, 693, 630, 721]
ad-paragraph: GEORGE THOMAS will sell by auction, at the rooms, Lambton-quay, on Saturday, 12th January, at 2 o'clock, after the sale of horse and dray— bbox=[13, 214, 159, 252]
ad-heading: ESTABLISHMENT & FELLMONGERY, bbox=[804, 1495, 936, 1505]
ad-heading: EXCELLENT FREEHOLD INVESTMENT. bbox=[329, 836, 470, 846]
ad-line-centered: Four-roomed House, Freehold, Lorne-street. bbox=[20, 1148, 152, 1158]
ad-line-centered: WILLIS-STREET, bbox=[999, 1260, 1056, 1270]
ad-paragraph: MR. R. J. DUNCAN is favored with instructions from Henry Bunny, Esq., M.H.R., to sell by public auction, on above date, at 2 o'clock— bbox=[169, 1247, 316, 1284]
ad-separator bbox=[214, 450, 272, 451]
ad-heading: TUESDAY, 15th JANUARY. bbox=[40, 473, 132, 483]
ad-line-centered: No reserve. bbox=[68, 687, 103, 697]
ad-signature: WEBSTER BROS., Or HUMPHRIES & SON, New Plymouth. bbox=[646, 771, 787, 790]
ad-heading: LIST OF BOOKS bbox=[842, 628, 899, 638]
newspaper-title: NEW ZEALAND TIMES, SATURDAY, JANUARY 12, 1878. bbox=[263, 6, 851, 27]
ad-heading: CHRISTMAS AND NEW YEAR'S GIFTS bbox=[803, 648, 938, 658]
ad-line-centered: No reserve. bbox=[68, 446, 103, 456]
ad-paragraph: BUSINESS SITE IN CUBA-STREET. FOR SALE, one of the best remaining business sites in Cuba-street, having a frontage of 33ft. to Cuba-street by 33ft. to Abel Smith-street. bbox=[483, 1178, 630, 1215]
ad-signature: ROBERTSON & CO., Phoenix Foundry. bbox=[979, 526, 1101, 536]
ad-paragraph: For further particulars, apply to bbox=[646, 1067, 740, 1077]
ad-line-centered: Title: Crown grant. bbox=[371, 723, 428, 733]
ad-line-centered: CORNER OF BOULCOTT-STREET AND WILLIS-STREET. bbox=[805, 75, 935, 94]
column-3 bbox=[322, 46, 479, 1566]
ad-signature: MARCH 5th, 1878. bbox=[570, 990, 630, 1000]
ad-line-centered: One of Alcock's superior billiard tables. bbox=[811, 226, 929, 236]
ad-heading: ALFRED TYER, bbox=[843, 1389, 898, 1399]
masthead-rule bbox=[8, 36, 1106, 37]
ad-separator bbox=[214, 358, 272, 359]
ad-heading: At 2 o'clock. bbox=[65, 990, 107, 1000]
ad-heading: STEAM WOOL SCOURING WORKS. bbox=[808, 1409, 933, 1419]
ad-line-centered: LEASE, STOCK-IN-TRADE, &c. bbox=[34, 492, 138, 502]
ad-paragraph: Books, and new Editions, just received by Suez Mail and other late arrivals:—Weaver's and Wells, by Miss Braddon, cheap edition. Ariadne, by Ouida, cheap Australian edition. Vagabond Papers, fourth series. Kingsley's Cabinet, cheap edition, 6th and concluding volume. Daniel Deronda, by George Eliot, cheaper edition. Heritage of Langdale, by Mrs. Alexander. Tennyson's Queen Mary, cheap cabinet edition. Tennyson's Harold, cheap cabinet edition. Lady Silverdale's Sweetheart, by W. Black. Mr Mother's Darling, by Mrs. Riddell. The Prime Minister, by Trollope, cheap edition. The Harry Hotspur, by Trollope, cheap edition. A Pair of Blue Eyes, by Hardy. Faerie Queene, by Mrs. Oliphant. Grey House at Endlestone, by Mrs. Wheelhouse. Joyce of Arie, by author of "The Gates Ajar." bbox=[797, 1064, 944, 1228]
ad-heading: MOST ADVANTAGEOUS TERMS, AND IN EVERY INSTANCE WITHOUT THE LEAST RESERVE. bbox=[170, 950, 316, 978]
ad-signature: BECK & DONKS. bbox=[572, 1319, 630, 1329]
ad-line-centered: or to bbox=[392, 801, 407, 811]
ad-paragraph: The whole of these farms have been so laid off as to give an excellent frontage to Government main lines of road, thus enhancing their value considerably. bbox=[483, 534, 630, 572]
ad-heading: LYON & BLAIR'S. bbox=[839, 668, 902, 678]
ad-heading: TWENTY SUBURBAN BLOCKS, bbox=[501, 821, 612, 831]
